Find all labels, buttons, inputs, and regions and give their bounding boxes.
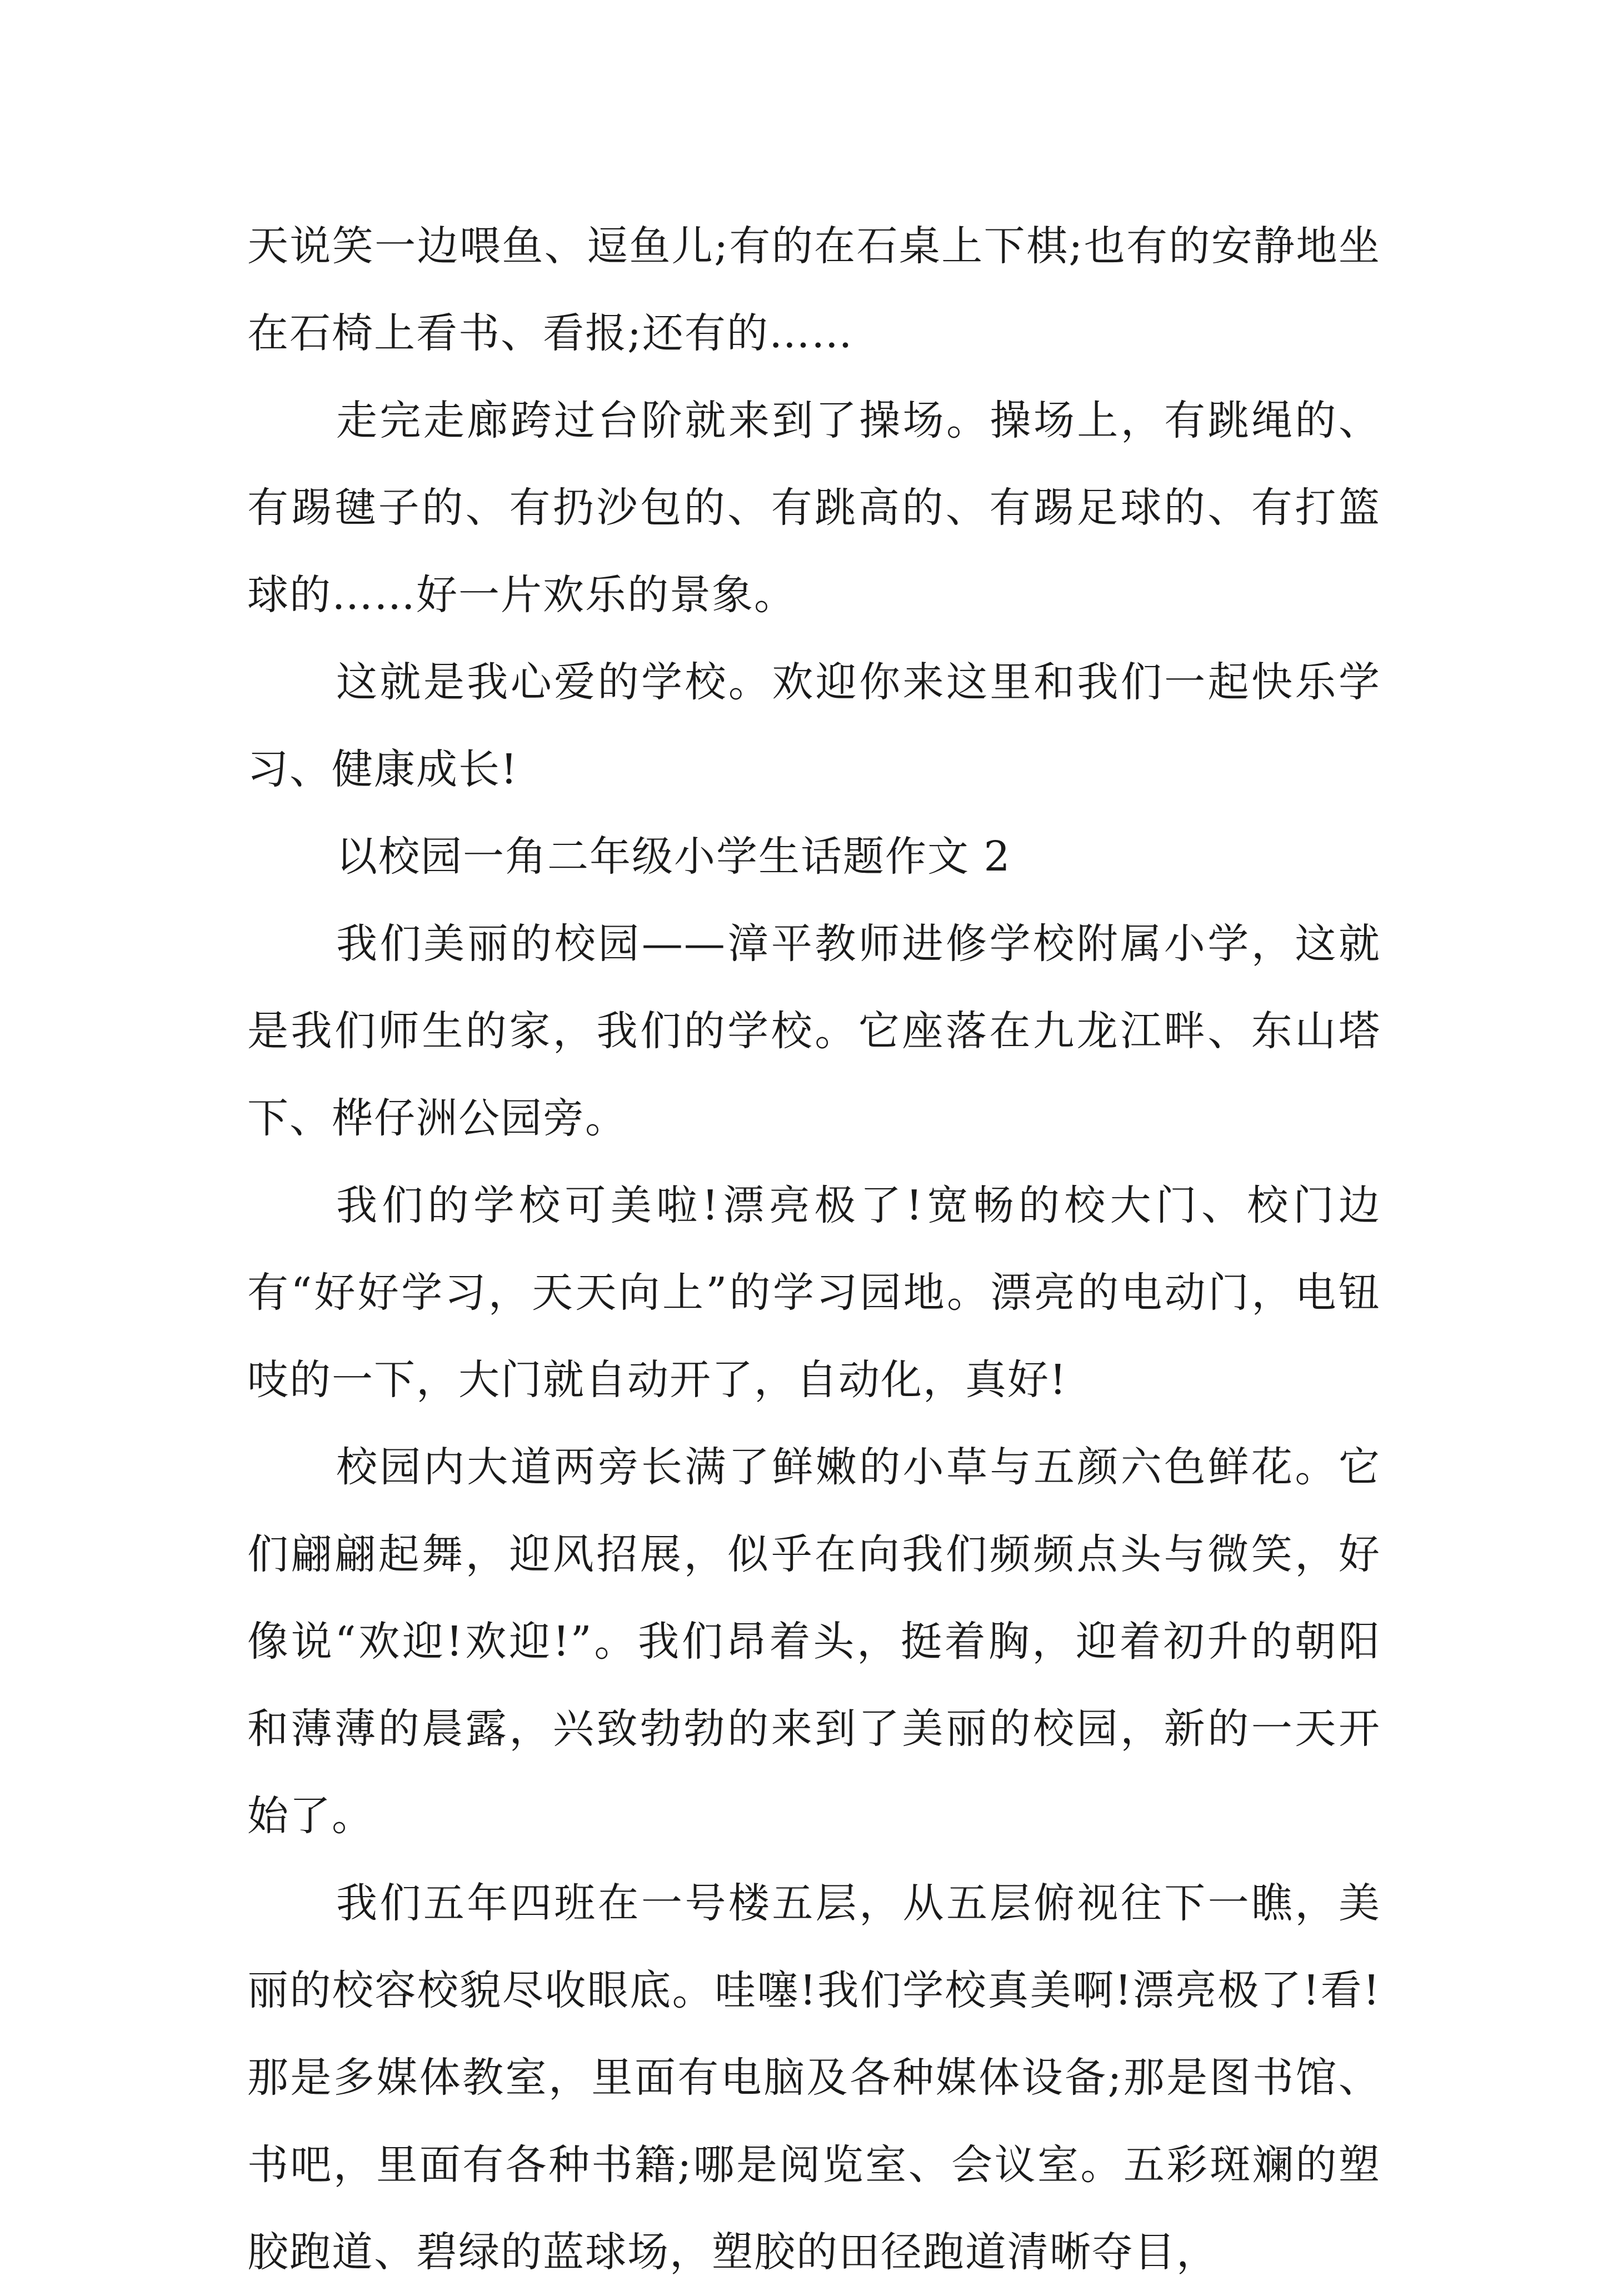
paragraph-2: 走完走廊跨过台阶就来到了操场。操场上，有跳绳的、有踢毽子的、有扔沙包的、有跳高的、有踢足球的、有打篮球的……好一片欢乐的景象。 <box>247 397 1381 619</box>
paragraph-5: 我们美丽的校园——漳平教师进修学校附属小学，这就是我们师生的家，我们的学校。它座落在九龙江畔、东山塔下、桦仔洲公园旁。 <box>247 920 1381 1142</box>
paragraph-6: 我们的学校可美啦!漂亮极了!宽畅的校大门、校门边有“好好学习，天天向上”的学习园地。漂亮的电动门，电钮吱的一下，大门就自动开了，自动化，真好! <box>247 1182 1381 1404</box>
paragraph-3: 这就是我心爱的学校。欢迎你来这里和我们一起快乐学习、健康成长! <box>247 658 1381 793</box>
paragraph-8: 我们五年四班在一号楼五层，从五层俯视往下一瞧，美丽的校容校貌尽收眼底。哇噻!我们学校真美啊!漂亮极了!看!那是多媒体教室，里面有电脑及各种媒体设备;那是图书馆、书吧，里面有各种书籍;哪是阅览室、会议室。五彩斑斓的塑胶跑道、碧绿的蓝球场，塑胶的田径跑道清晰夺目， <box>247 1879 1381 2276</box>
essay-body <box>247 203 1381 2296</box>
essay-title-2: 以校园一角二年级小学生话题作文 2 <box>336 833 1011 881</box>
paragraph-1: 天说笑一边喂鱼、逗鱼儿;有的在石桌上下棋;也有的安静地坐在石椅上看书、看报;还有的…… <box>247 222 1381 357</box>
paragraph-7: 校园内大道两旁长满了鲜嫩的小草与五颜六色鲜花。它们翩翩起舞，迎风招展，似乎在向我们频频点头与微笑，好像说“欢迎!欢迎!”。我们昂着头，挺着胸，迎着初升的朝阳和薄薄的晨露，兴致勃勃的来到了美丽的校园，新的一天开始了。 <box>247 1443 1381 1840</box>
